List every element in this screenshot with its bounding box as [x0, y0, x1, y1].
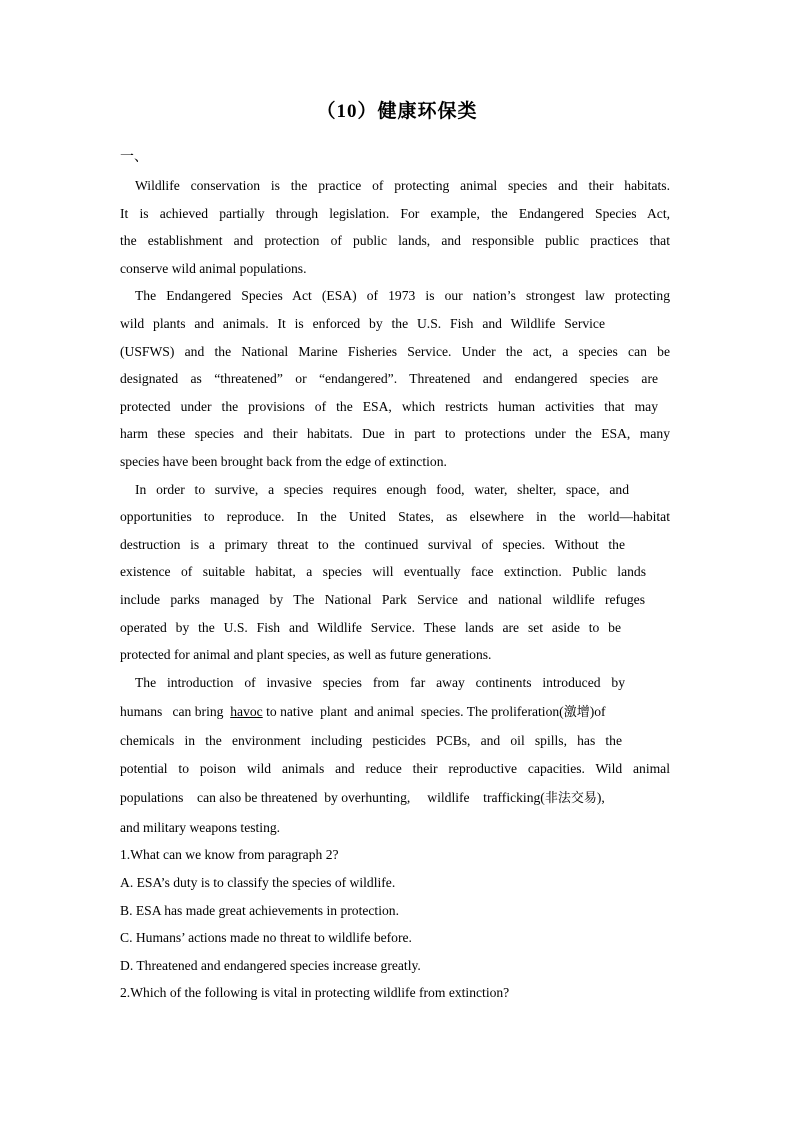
paragraph-line: the establishment and protection of public lands, and responsible public practices that [120, 233, 670, 248]
question-stem: 2.Which of the following is vital in protecting wildlife from extinction? [120, 985, 510, 1000]
paragraph-line: and military weapons testing. [120, 820, 281, 835]
answer-option-b: B. ESA has made great achievements in protection. [120, 903, 399, 918]
chinese-gloss: 非法交易 [544, 791, 597, 806]
paragraph-line: destruction is a primary threat to the continued survival of species. Without the [120, 537, 625, 552]
paragraph-line [120, 789, 605, 808]
paragraph-line: opportunities to reproduce. In the United States, as elsewhere in the world—habitat [120, 509, 670, 524]
paragraph-line: The introduction of invasive species from far away continents introduced by [135, 675, 625, 690]
paragraph-line: In order to survive, a species requires enough food, water, shelter, space, and [135, 482, 629, 497]
chinese-gloss: 激增 [563, 705, 590, 720]
paragraph-line [120, 703, 606, 722]
text-run: to native plant and animal species. The proliferation( [262, 704, 564, 719]
paragraph-line: include parks managed by The National Park Service and national wildlife refuges [120, 592, 645, 607]
paragraph-line: designated as “threatened” or “endangered”. Threatened and endangered species are [120, 371, 658, 386]
paragraph-line: operated by the U.S. Fish and Wildlife Service. These lands are set aside to be [120, 620, 621, 635]
paragraph-line: Wildlife conservation is the practice of protecting animal species and their habitats. [135, 178, 670, 193]
text-run: populations can also be threatened by overhunting, wildlife trafficking( [120, 790, 545, 805]
underlined-word: havoc [230, 704, 263, 719]
paragraph-line: It is achieved partially through legislation. For example, the Endangered Species Act, [120, 206, 670, 221]
paragraph-line: conserve wild animal populations. [120, 261, 307, 276]
answer-option-c: C. Humans’ actions made no threat to wildlife before. [120, 930, 412, 945]
paragraph-line: potential to poison wild animals and reduce their reproductive capacities. Wild animal [120, 761, 670, 776]
text-run: ), [596, 790, 605, 805]
paragraph-line: protected for animal and plant species, as well as future generations. [120, 647, 492, 662]
paragraph-line: species have been brought back from the edge of extinction. [120, 454, 447, 469]
paragraph-line: chemicals in the environment including pesticides PCBs, and oil spills, has the [120, 733, 622, 748]
text-run: humans can bring [120, 704, 231, 719]
page-title: （10）健康环保类 [316, 101, 478, 122]
paragraph-line: existence of suitable habitat, a species will eventually face extinction. Public lands [120, 564, 646, 579]
section-marker: 一、 [120, 150, 148, 165]
paragraph-line: wild plants and animals. It is enforced by the U.S. Fish and Wildlife Service [120, 316, 605, 331]
paragraph-line: (USFWS) and the National Marine Fisheries Service. Under the act, a species can be [120, 344, 670, 359]
text-run: )of [589, 704, 606, 719]
paragraph-line: protected under the provisions of the ESA, which restricts human activities that may [120, 399, 658, 414]
answer-option-a: A. ESA’s duty is to classify the species of wildlife. [120, 875, 396, 890]
paragraph-line: harm these species and their habitats. Due in part to protections under the ESA, many [120, 426, 670, 441]
paragraph-line: The Endangered Species Act (ESA) of 1973 is our nation’s strongest law protecting [135, 288, 670, 303]
question-stem: 1.What can we know from paragraph 2? [120, 847, 339, 862]
answer-option-d: D. Threatened and endangered species increase greatly. [120, 958, 421, 973]
